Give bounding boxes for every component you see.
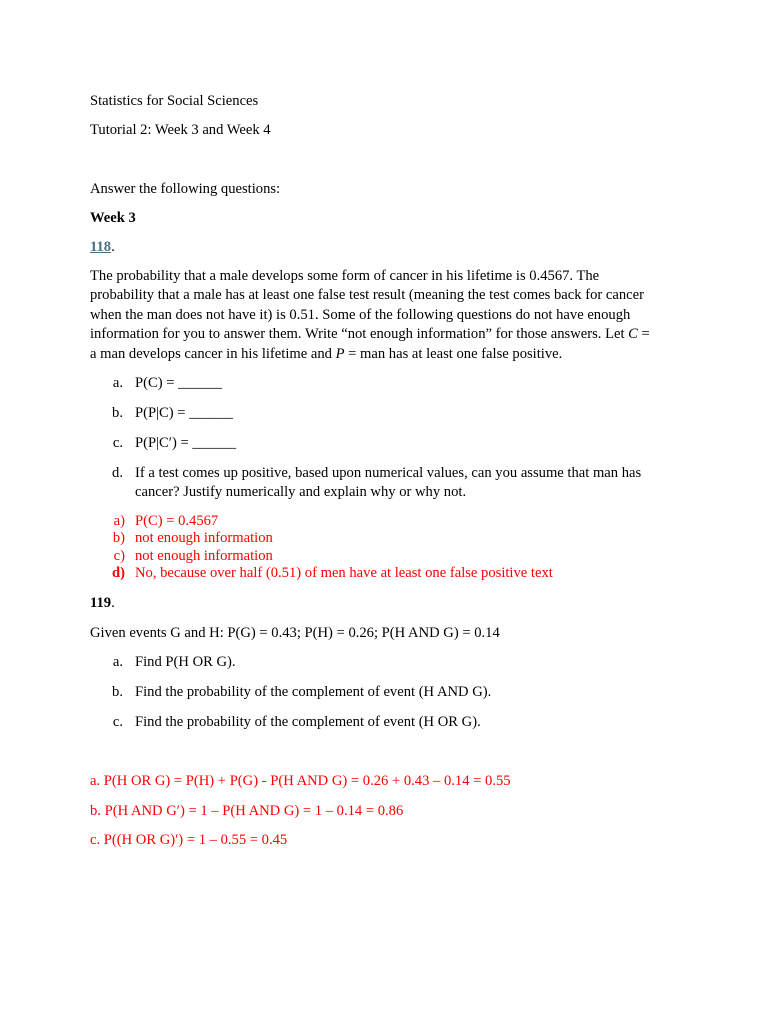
answer-text: not enough information — [135, 547, 273, 564]
question-118-intro — [90, 267, 680, 364]
intro-line: probability that a male has at least one false test result (meaning the test comes back for cancer — [90, 287, 644, 304]
question-118-items — [90, 374, 680, 503]
answer-marker: d) — [112, 565, 125, 582]
intro-line: The probability that a male develops some form of cancer in his lifetime is 0.4567. The — [90, 268, 600, 284]
answer-item — [90, 548, 680, 566]
list-marker: d. — [112, 464, 123, 481]
week-heading: Week 3 — [90, 210, 136, 226]
answer-text: P(C) = 0.4567 — [135, 512, 219, 529]
list-marker: c. — [112, 713, 123, 730]
list-text: Find P(H OR G). — [135, 653, 236, 670]
answer-text: No, because over half (0.51) of men have at least one false positive text — [135, 565, 553, 582]
instructions: Answer the following questions: — [90, 181, 281, 197]
list-item — [90, 713, 680, 732]
question-119-answers — [90, 772, 680, 850]
question-119-items — [90, 653, 680, 732]
intro-text: a man develops cancer in his lifetime and — [90, 345, 336, 362]
question-118-number — [90, 238, 680, 257]
answer-marker: b) — [112, 530, 125, 547]
list-text: Find the probability of the complement of event (H OR G). — [135, 713, 481, 730]
question-119-label: 119 — [90, 594, 112, 611]
list-marker: a. — [112, 375, 123, 392]
answer-line: b. P(H AND G′) = 1 – P(H AND G) = 1 – 0.14 = 0.86 — [90, 802, 404, 819]
answer-item — [90, 565, 680, 583]
question-118-link[interactable]: 118 — [90, 239, 112, 255]
list-text: P(C) = ______ — [135, 375, 222, 392]
answer-text: not enough information — [135, 530, 273, 547]
answer-marker: a) — [113, 512, 125, 529]
answer-item — [90, 530, 680, 548]
question-119-number — [90, 594, 680, 613]
intro-text: = man has at least one false positive. — [344, 345, 563, 362]
document-page — [90, 92, 680, 850]
question-119-given: Given events G and H: P(G) = 0.43; P(H) = 0.26; P(H AND G) = 0.14 — [90, 624, 500, 641]
question-119-dot: . — [111, 594, 115, 611]
intro-line — [90, 325, 680, 344]
list-item — [90, 374, 680, 393]
answer-line: c. P((H OR G)′) = 1 – 0.55 = 0.45 — [90, 832, 288, 849]
intro-var-c: C — [628, 326, 638, 343]
list-text: Find the probability of the complement of event (H AND G). — [135, 683, 492, 700]
list-item — [90, 683, 680, 702]
list-marker: b. — [112, 404, 123, 421]
intro-line: when the man does not have it) is 0.51. Some of the following questions do not have enough — [90, 306, 631, 323]
list-marker: a. — [112, 653, 123, 670]
list-marker: b. — [112, 683, 123, 700]
answer-marker: c) — [113, 547, 125, 564]
course-title: Statistics for Social Sciences — [90, 93, 259, 109]
list-text: If a test comes up positive, based upon numerical values, can you assume that man has cancer? Justify numerically and explain why or why not. — [135, 464, 642, 501]
list-text: P(P|C′) = ______ — [135, 434, 237, 451]
question-118-answers — [90, 513, 680, 583]
list-item — [90, 404, 680, 423]
intro-text: information for you to answer them. Write “not enough information” for those answers. Let — [90, 326, 629, 343]
answer-line: a. P(H OR G) = P(H) + P(G) - P(H AND G) = 0.26 + 0.43 – 0.14 = 0.55 — [90, 773, 511, 790]
list-item — [90, 434, 680, 453]
list-marker: c. — [112, 434, 123, 451]
intro-var-p: P — [335, 345, 345, 362]
list-item — [90, 464, 680, 503]
answer-item — [90, 513, 680, 531]
intro-text: = — [637, 326, 650, 343]
question-118-dot: . — [111, 239, 115, 255]
list-text: P(P|C) = ______ — [135, 404, 233, 421]
list-item — [90, 653, 680, 672]
intro-line — [90, 345, 680, 364]
tutorial-title: Tutorial 2: Week 3 and Week 4 — [90, 122, 271, 138]
